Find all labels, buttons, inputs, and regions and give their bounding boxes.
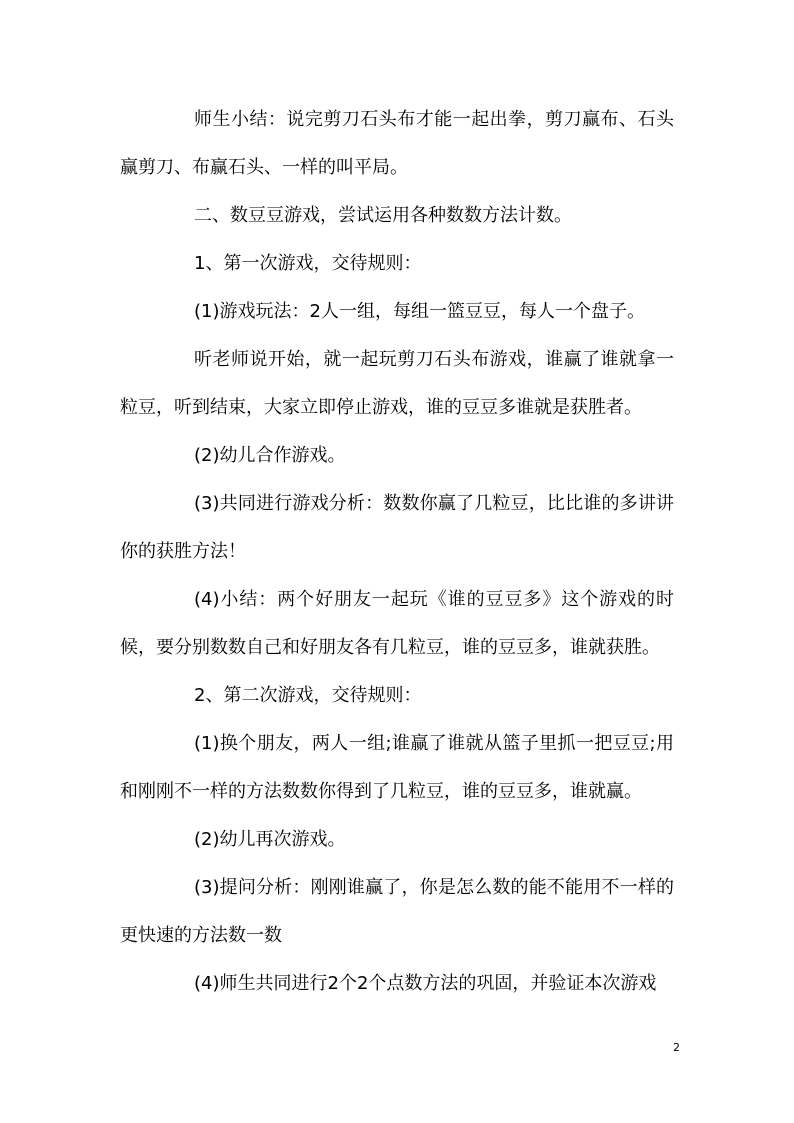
paragraph-section-two-heading: 二、数豆豆游戏，尝试运用各种数数方法计数。 (194, 205, 572, 226)
document-body (120, 96, 674, 1008)
paragraph-second-game-rules: 2、第二次游戏，交待规则： (194, 685, 422, 706)
paragraph-change-partner: (1)换个朋友，两人一组;谁赢了谁就从篮子里抓一把豆豆;用和刚刚不一样的方法数数你得到了几粒豆，谁的豆豆多，谁就赢。 (120, 733, 674, 802)
paragraph-cooperative-play: (2)幼儿合作游戏。 (194, 445, 346, 466)
paragraph-game-instructions: 听老师说开始，就一起玩剪刀石头布游戏，谁赢了谁就拿一粒豆，听到结束，大家立即停止游戏，谁的豆豆多谁就是获胜者。 (120, 349, 674, 418)
paragraph-teacher-summary: 师生小结：说完剪刀石头布才能一起出拳，剪刀赢布、石头赢剪刀、布赢石头、一样的叫平局。 (120, 109, 674, 178)
paragraph-game-analysis: (3)共同进行游戏分析：数数你赢了几粒豆，比比谁的多讲讲你的获胜方法！ (120, 493, 674, 562)
paragraph-game-method: (1)游戏玩法：2人一组，每组一篮豆豆，每人一个盘子。 (194, 301, 645, 322)
paragraph-play-again: (2)幼儿再次游戏。 (194, 829, 346, 850)
paragraph-question-analysis: (3)提问分析：刚刚谁赢了，你是怎么数的能不能用不一样的更快速的方法数一数 (120, 877, 674, 946)
paragraph-first-summary: (4)小结：两个好朋友一起玩《谁的豆豆多》这个游戏的时候，要分别数数自己和好朋友各有几粒豆，谁的豆豆多，谁就获胜。 (120, 589, 674, 658)
page-number: 2 (673, 1041, 680, 1054)
paragraph-first-game-rules: 1、第一次游戏，交待规则： (194, 253, 422, 274)
paragraph-consolidation: (4)师生共同进行2个2个点数方法的巩固，并验证本次游戏 (194, 973, 657, 994)
